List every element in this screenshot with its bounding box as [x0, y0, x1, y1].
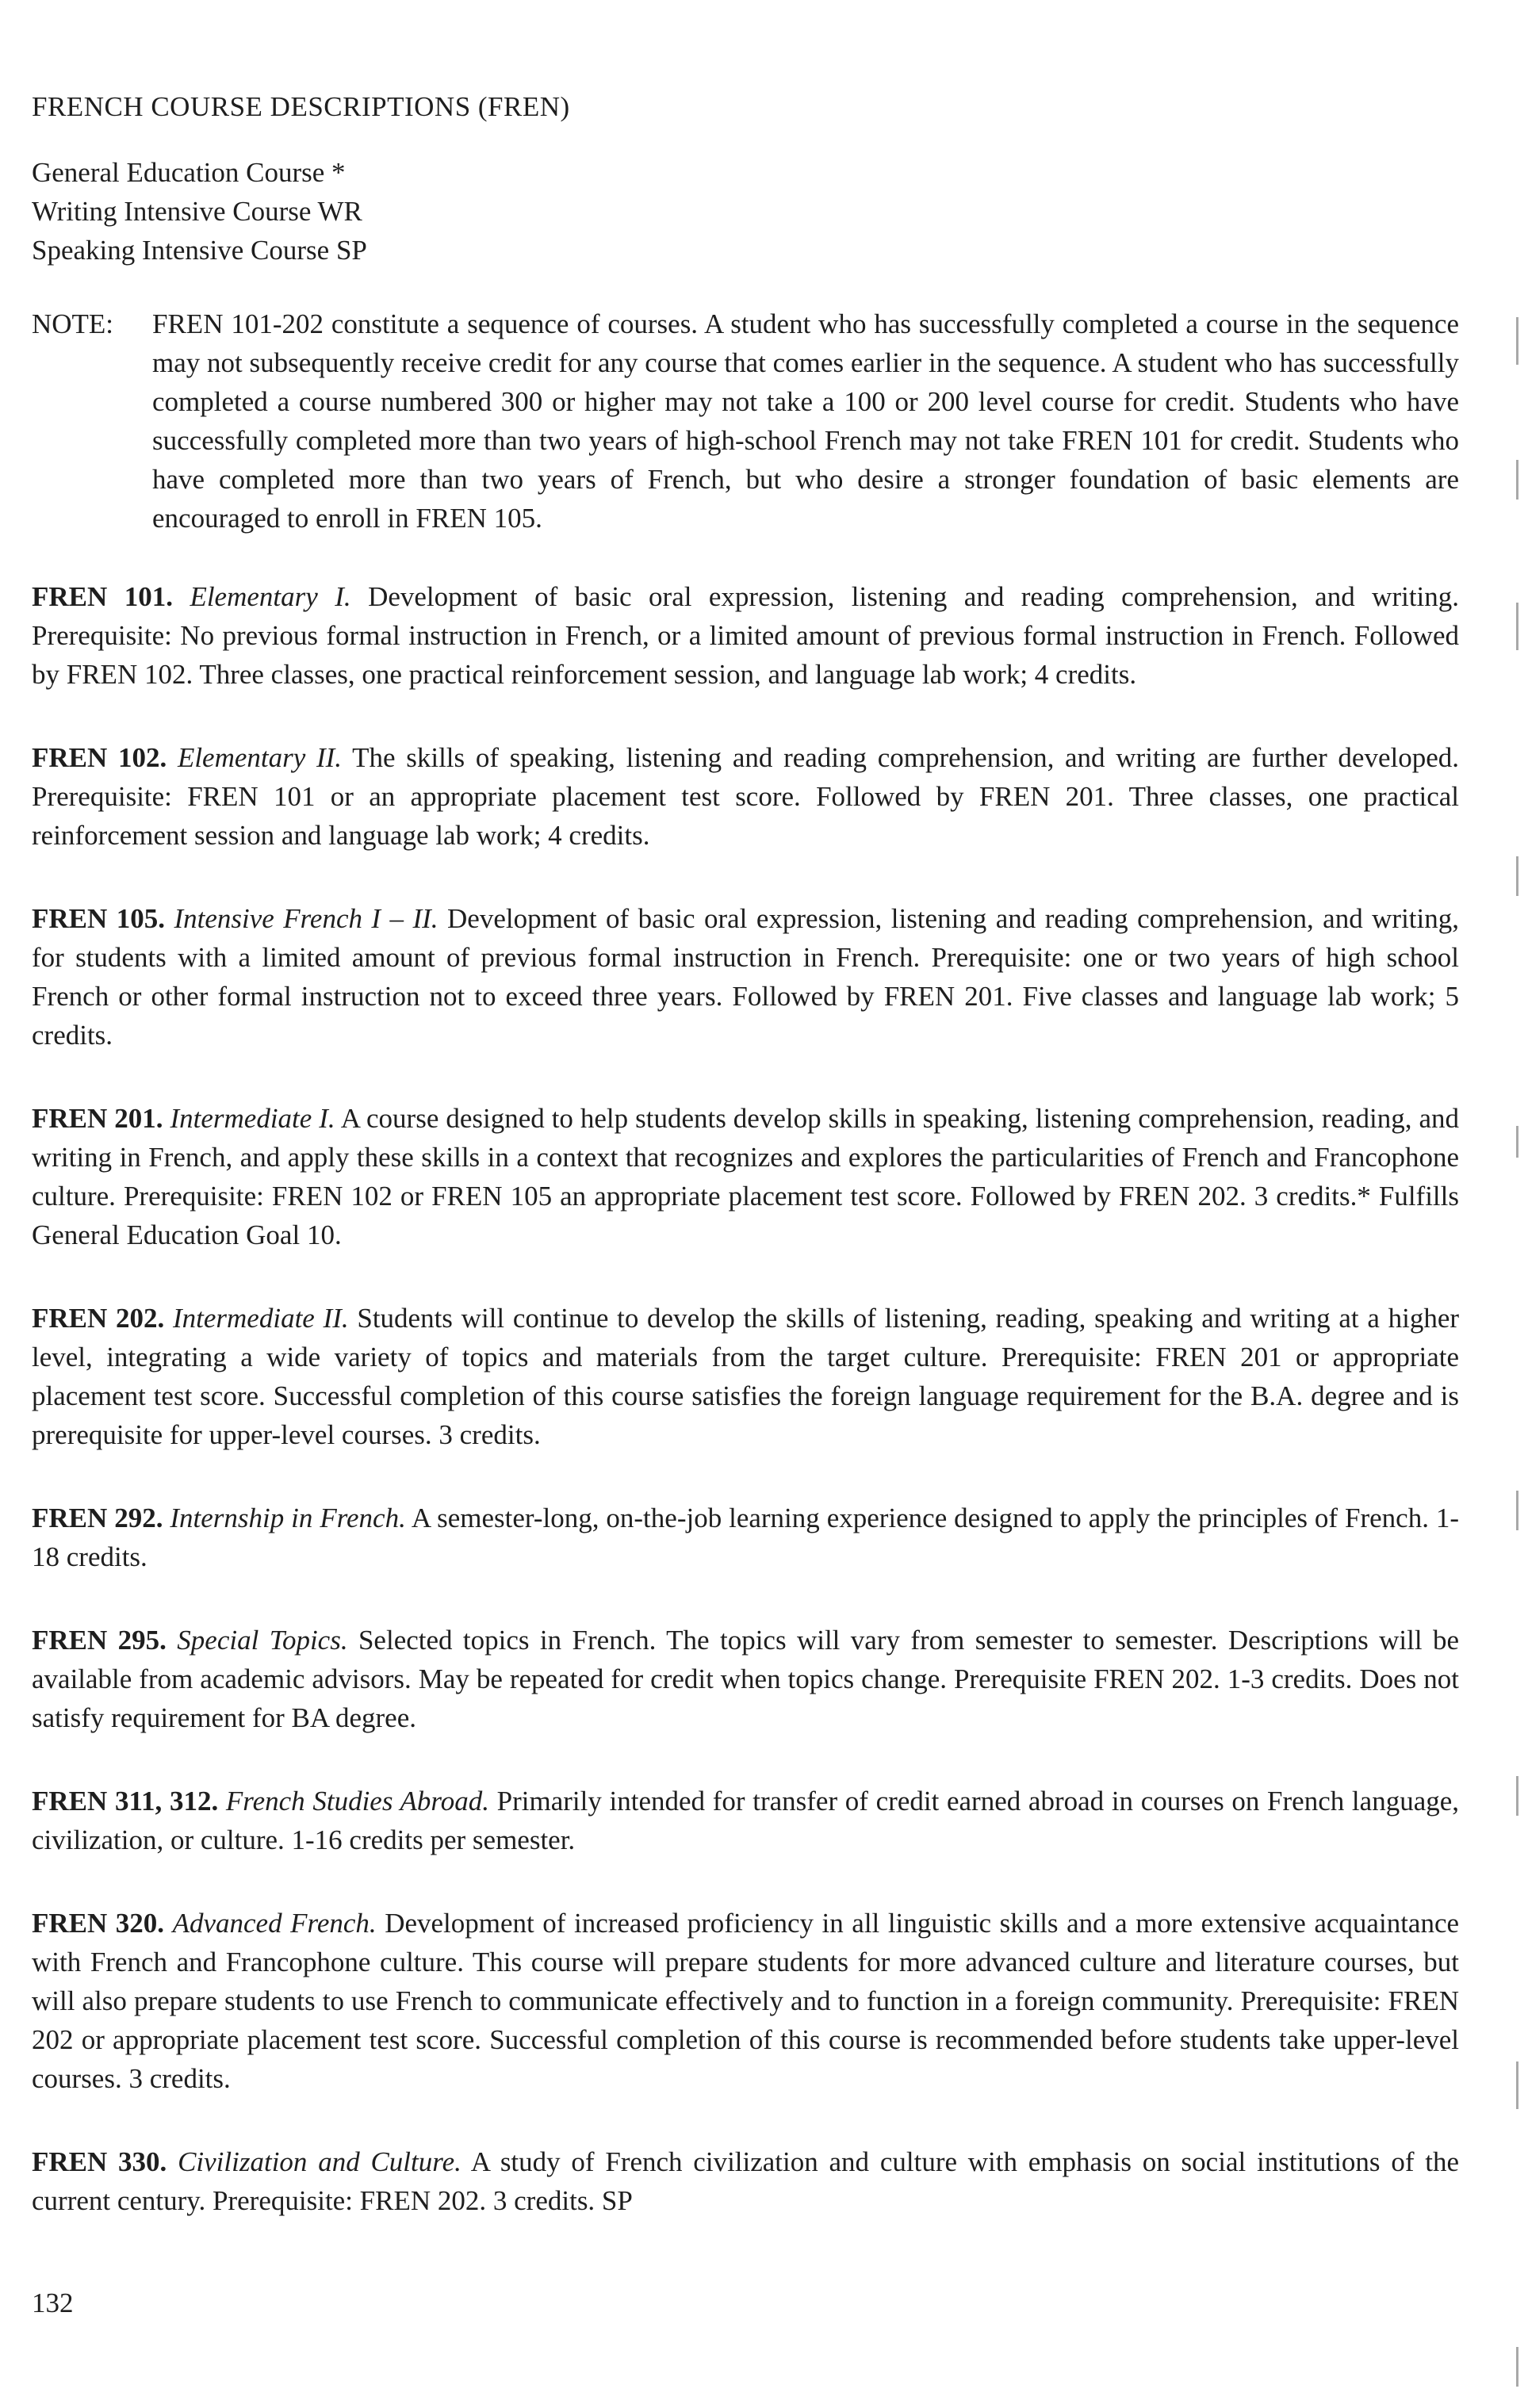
course-title: Intermediate II.	[173, 1303, 349, 1334]
course-legend	[32, 153, 1459, 270]
course-code: FREN 202.	[32, 1303, 165, 1334]
course-description: A study of French civilization and culture with emphasis on social institutions of the current century. Prerequisite: FREN 202. 3 credits. SP	[32, 2146, 1460, 2216]
course-title: French Studies Abroad.	[225, 1786, 489, 1817]
page-number: 132	[32, 2287, 74, 2318]
page	[32, 87, 1459, 2264]
scan-margin-mark	[1516, 317, 1518, 365]
scan-margin-mark	[1516, 1491, 1518, 1530]
page-title: FRENCH COURSE DESCRIPTIONS (FREN)	[32, 91, 570, 122]
course-title: Intensive French I – II.	[174, 903, 438, 934]
course-title: Special Topics.	[177, 1625, 348, 1656]
course-description: A semester-long, on-the-job learning experience designed to apply the principles of French. 1-18 credits.	[32, 1503, 1460, 1572]
course-title: Intermediate I.	[170, 1103, 335, 1134]
course-code: FREN 320.	[32, 1908, 165, 1939]
course-code: FREN 292.	[32, 1503, 163, 1533]
scan-margin-mark	[1516, 2062, 1518, 2109]
course-code: FREN 101.	[32, 581, 173, 612]
sequence-note	[32, 304, 1459, 538]
note-label: NOTE:	[32, 308, 114, 339]
scan-margin-mark	[1516, 603, 1518, 650]
course-code: FREN 201.	[32, 1103, 163, 1134]
course-description: The skills of speaking, listening and reading comprehension, and writing are further developed. Prerequisite: FREN 101 or an appropriate placement test score. Followed by FREN 201. Three classes, one practical reinforcement session and language lab work; 4 credits.	[32, 742, 1459, 851]
course-fren-202	[32, 1299, 1459, 1454]
course-code: FREN 102.	[32, 742, 167, 773]
course-title: Civilization and Culture.	[178, 2146, 461, 2177]
course-title: Internship in French.	[170, 1503, 406, 1533]
course-description: Primarily intended for transfer of credit earned abroad in courses on French language, civilization, or culture. 1-16 credits per semester.	[32, 1786, 1460, 1855]
note-text: FREN 101-202 constitute a sequence of courses. A student who has successfully completed a course in the sequence may not subsequently receive credit for any course that comes earlier in the sequence. A student who has successfully completed a course numbered 300 or higher may not take a 100 or 200 level course for credit. Students who have successfully completed more than two years of high-school French may not take FREN 101 for credit. Students who have completed more than two years of French, but who desire a stronger foundation of basic elements are encouraged to enroll in FREN 105.	[152, 308, 1459, 534]
scan-margin-mark	[1516, 2347, 1518, 2387]
legend-general-education: General Education Course *	[32, 157, 346, 188]
course-title: Elementary I.	[190, 581, 351, 612]
legend-writing-intensive: Writing Intensive Course WR	[32, 196, 362, 227]
course-description: Development of basic oral expression, listening and reading comprehension, and writing. Prerequisite: No previous formal instruction in French, or a limited amount of previous formal instruction in French. Followed by FREN 102. Three classes, one practical reinforcement session, and language lab work; 4 credits.	[32, 581, 1460, 690]
course-description: Selected topics in French. The topics will vary from semester to semester. Descriptions will be available from academic advisors. May be repeated for credit when topics change. Prerequisite FREN 202. 1-3 credits. Does not satisfy requirement for BA degree.	[32, 1625, 1460, 1733]
course-code: FREN 295.	[32, 1625, 167, 1656]
course-description: Development of increased proficiency in all linguistic skills and a more extensive acquaintance with French and Francophone culture. This course will prepare students for more advanced culture and literature courses, but will also prepare students to use French to communicate effectively and to function in a foreign community. Prerequisite: FREN 202 or appropriate placement test score. Successful completion of this course is recommended before students take upper-level courses. 3 credits.	[32, 1908, 1460, 2094]
course-fren-311-312	[32, 1782, 1459, 1859]
course-description: Students will continue to develop the skills of listening, reading, speaking and writing at a higher level, integrating a wide variety of topics and materials from the target culture. Prerequisite: FREN 201 or appropriate placement test score. Successful completion of this course satisfies the foreign language requirement for the B.A. degree and is prerequisite for upper-level courses. 3 credits.	[32, 1303, 1460, 1450]
course-fren-105	[32, 899, 1459, 1055]
course-fren-295	[32, 1621, 1459, 1737]
course-code: FREN 330.	[32, 2146, 167, 2177]
course-fren-330	[32, 2142, 1459, 2220]
course-fren-102	[32, 738, 1459, 855]
course-title: Elementary II.	[177, 742, 343, 773]
legend-speaking-intensive: Speaking Intensive Course SP	[32, 235, 367, 266]
course-description: A course designed to help students develop skills in speaking, listening comprehension, reading, and writing in French, and apply these skills in a context that recognizes and explores the particularities of French and Francophone culture. Prerequisite: FREN 102 or FREN 105 an appropriate placement test score. Followed by FREN 202. 3 credits.* Fulfills General Education Goal 10.	[32, 1103, 1460, 1250]
course-fren-201	[32, 1099, 1459, 1254]
scan-margin-mark	[1516, 460, 1518, 500]
scan-margin-mark	[1516, 1126, 1518, 1158]
course-fren-292	[32, 1499, 1459, 1576]
scan-margin-mark	[1516, 1776, 1518, 1816]
scan-margin-mark	[1516, 856, 1518, 896]
course-title: Advanced French.	[172, 1908, 377, 1939]
course-code: FREN 311, 312.	[32, 1786, 219, 1817]
course-description: Development of basic oral expression, listening and reading comprehension, and writing, for students with a limited amount of previous formal instruction in French. Prerequisite: one or two years of high school French or other formal instruction not to exceed three years. Followed by FREN 201. Five classes and language lab work; 5 credits.	[32, 903, 1459, 1051]
course-fren-320	[32, 1904, 1459, 2098]
course-fren-101	[32, 577, 1459, 694]
course-code: FREN 105.	[32, 903, 165, 934]
